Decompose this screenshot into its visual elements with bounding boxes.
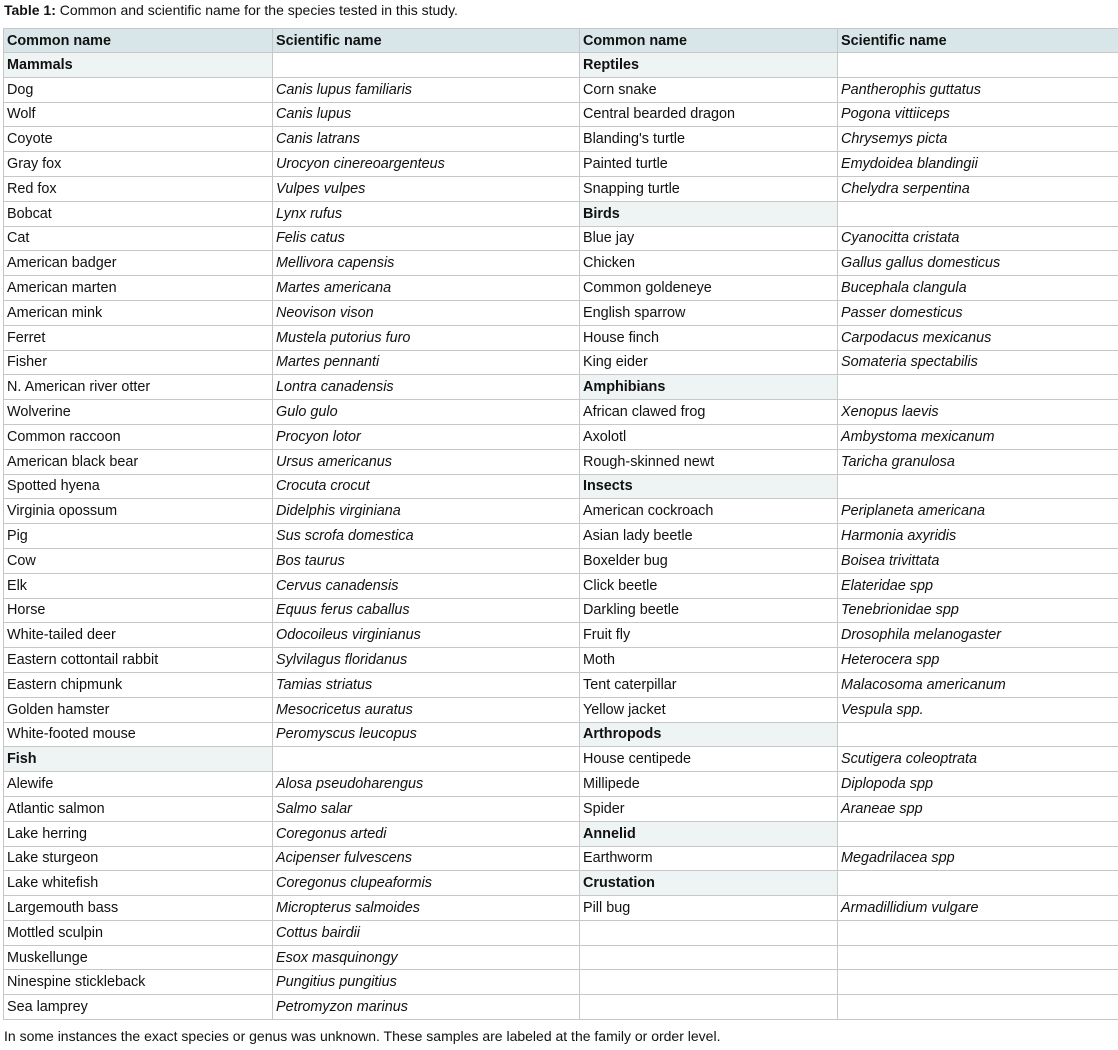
scientific-name-cell: Felis catus <box>273 226 580 251</box>
table-row <box>4 449 1118 474</box>
common-name-cell: Golden hamster <box>4 697 273 722</box>
common-name-cell: Eastern cottontail rabbit <box>4 648 273 673</box>
common-name-cell: Horse <box>4 598 273 623</box>
common-name-cell: Lake sturgeon <box>4 846 273 871</box>
table-row <box>4 325 1118 350</box>
common-name-cell: Millipede <box>580 772 838 797</box>
empty-cell <box>580 945 838 970</box>
common-name-cell: Red fox <box>4 176 273 201</box>
scientific-name-cell: Pogona vittiiceps <box>838 102 1118 127</box>
common-name-cell: Lake herring <box>4 821 273 846</box>
scientific-name-cell: Taricha granulosa <box>838 449 1118 474</box>
table-row <box>4 127 1118 152</box>
table-row <box>4 524 1118 549</box>
scientific-name-cell: Vulpes vulpes <box>273 176 580 201</box>
common-name-cell: Largemouth bass <box>4 896 273 921</box>
common-name-cell: Corn snake <box>580 77 838 102</box>
scientific-name-cell: Peromyscus leucopus <box>273 722 580 747</box>
scientific-name-cell: Coregonus artedi <box>273 821 580 846</box>
common-name-cell: Pill bug <box>580 896 838 921</box>
common-name-cell: Coyote <box>4 127 273 152</box>
common-name-cell: Alewife <box>4 772 273 797</box>
table-row <box>4 152 1118 177</box>
scientific-name-cell: Didelphis virginiana <box>273 499 580 524</box>
species-table <box>3 28 1118 1020</box>
empty-cell <box>838 995 1118 1020</box>
scientific-name-cell: Vespula spp. <box>838 697 1118 722</box>
scientific-name-cell: Drosophila melanogaster <box>838 623 1118 648</box>
table-row <box>4 276 1118 301</box>
common-name-cell: House centipede <box>580 747 838 772</box>
scientific-name-cell: Chrysemys picta <box>838 127 1118 152</box>
common-name-cell: Axolotl <box>580 424 838 449</box>
scientific-name-cell: Cyanocitta cristata <box>838 226 1118 251</box>
common-name-cell: Elk <box>4 573 273 598</box>
common-name-cell: American cockroach <box>580 499 838 524</box>
empty-cell <box>838 201 1118 226</box>
table-row <box>4 945 1118 970</box>
common-name-cell: Common raccoon <box>4 424 273 449</box>
common-name-cell: King eider <box>580 350 838 375</box>
scientific-name-cell: Somateria spectabilis <box>838 350 1118 375</box>
empty-cell <box>580 995 838 1020</box>
table-row <box>4 920 1118 945</box>
scientific-name-cell: Ursus americanus <box>273 449 580 474</box>
scientific-name-cell: Carpodacus mexicanus <box>838 325 1118 350</box>
common-name-cell: Central bearded dragon <box>580 102 838 127</box>
scientific-name-cell: Araneae spp <box>838 796 1118 821</box>
scientific-name-cell: Diplopoda spp <box>838 772 1118 797</box>
scientific-name-cell: Lynx rufus <box>273 201 580 226</box>
scientific-name-cell: Harmonia axyridis <box>838 524 1118 549</box>
scientific-name-cell: Ambystoma mexicanum <box>838 424 1118 449</box>
table-row <box>4 598 1118 623</box>
scientific-name-cell: Alosa pseudoharengus <box>273 772 580 797</box>
scientific-name-cell: Sus scrofa domestica <box>273 524 580 549</box>
scientific-name-cell: Tamias striatus <box>273 672 580 697</box>
common-name-cell: Virginia opossum <box>4 499 273 524</box>
scientific-name-cell: Martes pennanti <box>273 350 580 375</box>
table-row <box>4 970 1118 995</box>
scientific-name-cell: Scutigera coleoptrata <box>838 747 1118 772</box>
common-name-cell: Moth <box>580 648 838 673</box>
common-name-cell: Mottled sculpin <box>4 920 273 945</box>
table-body <box>4 53 1118 1020</box>
scientific-name-cell: Procyon lotor <box>273 424 580 449</box>
scientific-name-cell: Periplaneta americana <box>838 499 1118 524</box>
table-row <box>4 796 1118 821</box>
scientific-name-cell: Canis lupus familiaris <box>273 77 580 102</box>
scientific-name-cell: Armadillidium vulgare <box>838 896 1118 921</box>
common-name-cell: Tent caterpillar <box>580 672 838 697</box>
scientific-name-cell: Tenebrionidae spp <box>838 598 1118 623</box>
table-row <box>4 747 1118 772</box>
table-caption-label: Table 1: <box>4 2 56 18</box>
scientific-name-cell: Cervus canadensis <box>273 573 580 598</box>
group-heading-cell: Reptiles <box>580 53 838 78</box>
group-heading-cell: Crustation <box>580 871 838 896</box>
table-row <box>4 871 1118 896</box>
scientific-name-cell: Pantherophis guttatus <box>838 77 1118 102</box>
common-name-cell: Asian lady beetle <box>580 524 838 549</box>
scientific-name-cell: Petromyzon marinus <box>273 995 580 1020</box>
table-row <box>4 300 1118 325</box>
table-row <box>4 623 1118 648</box>
table-row <box>4 846 1118 871</box>
table-row <box>4 499 1118 524</box>
common-name-cell: American mink <box>4 300 273 325</box>
common-name-cell: Fisher <box>4 350 273 375</box>
table-row <box>4 697 1118 722</box>
scientific-name-cell: Gulo gulo <box>273 400 580 425</box>
common-name-cell: American badger <box>4 251 273 276</box>
scientific-name-cell: Sylvilagus floridanus <box>273 648 580 673</box>
header-common-name-right: Common name <box>580 29 838 53</box>
empty-cell <box>838 474 1118 499</box>
empty-cell <box>838 945 1118 970</box>
common-name-cell: Click beetle <box>580 573 838 598</box>
empty-cell <box>838 920 1118 945</box>
empty-cell <box>273 53 580 78</box>
table-row <box>4 350 1118 375</box>
common-name-cell: Sea lamprey <box>4 995 273 1020</box>
empty-cell <box>580 920 838 945</box>
common-name-cell: Wolf <box>4 102 273 127</box>
table-row <box>4 375 1118 400</box>
table-header-row <box>4 29 1118 53</box>
scientific-name-cell: Canis latrans <box>273 127 580 152</box>
table-row <box>4 77 1118 102</box>
scientific-name-cell: Equus ferus caballus <box>273 598 580 623</box>
scientific-name-cell: Esox masquinongy <box>273 945 580 970</box>
table-row <box>4 251 1118 276</box>
scientific-name-cell: Salmo salar <box>273 796 580 821</box>
empty-cell <box>273 747 580 772</box>
common-name-cell: Boxelder bug <box>580 548 838 573</box>
table-row <box>4 102 1118 127</box>
empty-cell <box>838 821 1118 846</box>
common-name-cell: Darkling beetle <box>580 598 838 623</box>
scientific-name-cell: Neovison vison <box>273 300 580 325</box>
table-row <box>4 672 1118 697</box>
empty-cell <box>838 871 1118 896</box>
table-row <box>4 53 1118 78</box>
common-name-cell: Chicken <box>580 251 838 276</box>
scientific-name-cell: Lontra canadensis <box>273 375 580 400</box>
common-name-cell: Rough-skinned newt <box>580 449 838 474</box>
common-name-cell: Pig <box>4 524 273 549</box>
empty-cell <box>838 53 1118 78</box>
scientific-name-cell: Micropterus salmoides <box>273 896 580 921</box>
common-name-cell: English sparrow <box>580 300 838 325</box>
empty-cell <box>838 375 1118 400</box>
scientific-name-cell: Malacosoma americanum <box>838 672 1118 697</box>
scientific-name-cell: Mesocricetus auratus <box>273 697 580 722</box>
common-name-cell: Fruit fly <box>580 623 838 648</box>
group-heading-cell: Amphibians <box>580 375 838 400</box>
scientific-name-cell: Mustela putorius furo <box>273 325 580 350</box>
scientific-name-cell: Martes americana <box>273 276 580 301</box>
common-name-cell: Earthworm <box>580 846 838 871</box>
common-name-cell: White-tailed deer <box>4 623 273 648</box>
common-name-cell: Blue jay <box>580 226 838 251</box>
common-name-cell: House finch <box>580 325 838 350</box>
common-name-cell: Cow <box>4 548 273 573</box>
table-caption-text: Common and scientific name for the species tested in this study. <box>55 2 458 18</box>
scientific-name-cell: Boisea trivittata <box>838 548 1118 573</box>
table-row <box>4 821 1118 846</box>
table-row <box>4 176 1118 201</box>
group-heading-cell: Annelid <box>580 821 838 846</box>
table-row <box>4 474 1118 499</box>
scientific-name-cell: Xenopus laevis <box>838 400 1118 425</box>
table-row <box>4 201 1118 226</box>
group-heading-cell: Insects <box>580 474 838 499</box>
scientific-name-cell: Elateridae spp <box>838 573 1118 598</box>
table-footnote: In some instances the exact species or genus was unknown. These samples are labeled at the family or order level. <box>4 1028 721 1044</box>
table-row <box>4 896 1118 921</box>
group-heading-cell: Fish <box>4 747 273 772</box>
common-name-cell: Ninespine stickleback <box>4 970 273 995</box>
scientific-name-cell: Chelydra serpentina <box>838 176 1118 201</box>
common-name-cell: N. American river otter <box>4 375 273 400</box>
scientific-name-cell: Bucephala clangula <box>838 276 1118 301</box>
scientific-name-cell: Acipenser fulvescens <box>273 846 580 871</box>
scientific-name-cell: Urocyon cinereoargenteus <box>273 152 580 177</box>
common-name-cell: Painted turtle <box>580 152 838 177</box>
common-name-cell: Blanding's turtle <box>580 127 838 152</box>
scientific-name-cell: Odocoileus virginianus <box>273 623 580 648</box>
common-name-cell: American marten <box>4 276 273 301</box>
table-row <box>4 722 1118 747</box>
group-heading-cell: Birds <box>580 201 838 226</box>
scientific-name-cell: Heterocera spp <box>838 648 1118 673</box>
common-name-cell: Eastern chipmunk <box>4 672 273 697</box>
common-name-cell: Spider <box>580 796 838 821</box>
common-name-cell: Dog <box>4 77 273 102</box>
table-row <box>4 400 1118 425</box>
common-name-cell: Bobcat <box>4 201 273 226</box>
table-row <box>4 548 1118 573</box>
empty-cell <box>838 722 1118 747</box>
scientific-name-cell: Crocuta crocut <box>273 474 580 499</box>
scientific-name-cell: Gallus gallus domesticus <box>838 251 1118 276</box>
common-name-cell: Wolverine <box>4 400 273 425</box>
common-name-cell: African clawed frog <box>580 400 838 425</box>
common-name-cell: Gray fox <box>4 152 273 177</box>
scientific-name-cell: Canis lupus <box>273 102 580 127</box>
table-row <box>4 648 1118 673</box>
scientific-name-cell: Cottus bairdii <box>273 920 580 945</box>
empty-cell <box>580 970 838 995</box>
common-name-cell: Atlantic salmon <box>4 796 273 821</box>
table-row <box>4 772 1118 797</box>
scientific-name-cell: Coregonus clupeaformis <box>273 871 580 896</box>
common-name-cell: Ferret <box>4 325 273 350</box>
scientific-name-cell: Passer domesticus <box>838 300 1118 325</box>
common-name-cell: Snapping turtle <box>580 176 838 201</box>
group-heading-cell: Mammals <box>4 53 273 78</box>
scientific-name-cell: Mellivora capensis <box>273 251 580 276</box>
table-row <box>4 995 1118 1020</box>
table-row <box>4 424 1118 449</box>
scientific-name-cell: Emydoidea blandingii <box>838 152 1118 177</box>
common-name-cell: Common goldeneye <box>580 276 838 301</box>
table-caption <box>4 1 458 19</box>
scientific-name-cell: Pungitius pungitius <box>273 970 580 995</box>
common-name-cell: Muskellunge <box>4 945 273 970</box>
group-heading-cell: Arthropods <box>580 722 838 747</box>
common-name-cell: Spotted hyena <box>4 474 273 499</box>
table-row <box>4 226 1118 251</box>
header-scientific-name-left: Scientific name <box>273 29 580 53</box>
common-name-cell: White-footed mouse <box>4 722 273 747</box>
header-scientific-name-right: Scientific name <box>838 29 1118 53</box>
common-name-cell: Cat <box>4 226 273 251</box>
empty-cell <box>838 970 1118 995</box>
scientific-name-cell: Bos taurus <box>273 548 580 573</box>
common-name-cell: Yellow jacket <box>580 697 838 722</box>
table-row <box>4 573 1118 598</box>
common-name-cell: American black bear <box>4 449 273 474</box>
header-common-name-left: Common name <box>4 29 273 53</box>
scientific-name-cell: Megadrilacea spp <box>838 846 1118 871</box>
common-name-cell: Lake whitefish <box>4 871 273 896</box>
